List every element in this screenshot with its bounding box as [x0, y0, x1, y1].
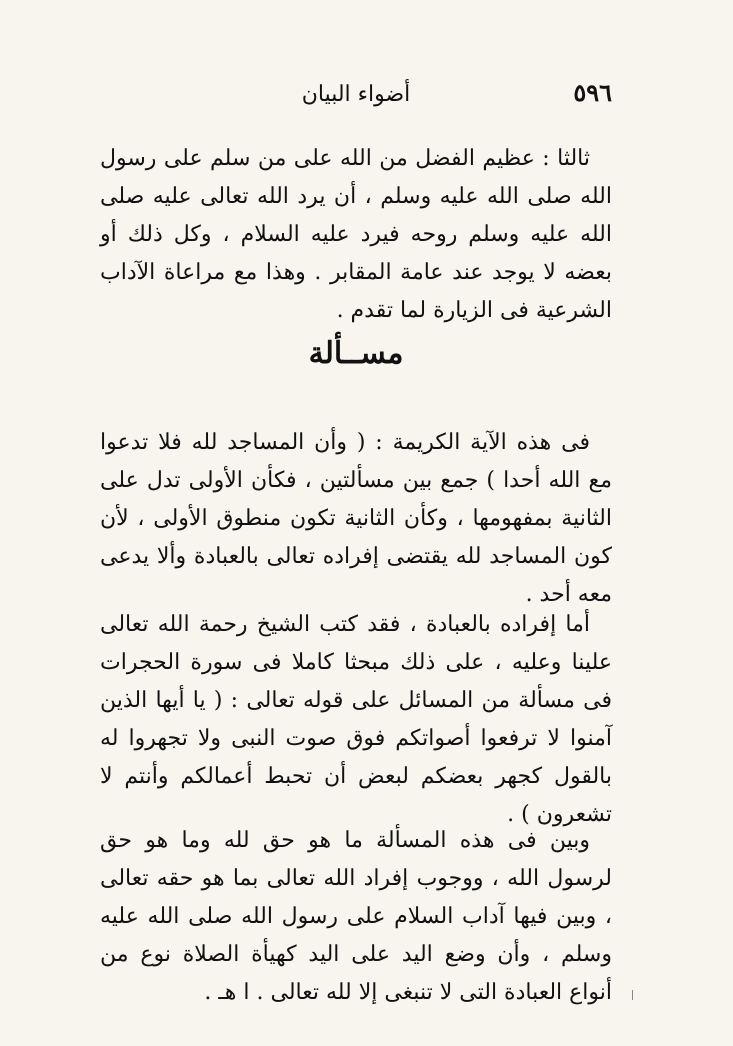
- paragraph-verse-discussion: [100, 424, 612, 614]
- paragraph-third-point: [100, 140, 612, 330]
- page-header: [100, 78, 612, 118]
- paragraph-worship: [100, 606, 612, 834]
- section-heading: مســألة: [308, 336, 404, 371]
- paragraph-text: أما إفراده بالعبادة ، فقد كتب الشيخ رحمة الله تعالى علينا وعليه ، على ذلك مبحثا كاملا فى سورة الحجرات فى مسألة من المسائل على قوله تعالى : ( يا أيها الذين آمنوا لا ترفعوا أصواتكم فوق صوت النبى ولا تجهروا له بالقول كجهر بعضكم لبعض أن تحبط أعمالكم وأنتم لا تشعرون ) .: [100, 612, 612, 827]
- page-number: ٥٩٦: [573, 78, 612, 107]
- print-mark: [632, 990, 633, 1000]
- paragraph-text: فى هذه الآية الكريمة : ( وأن المساجد لله فلا تدعوا مع الله أحدا ) جمع بين مسألتين ، فكأن الأولى تدل على الثانية بمفهومها ، وكأن الثانية تكون منطوق الأولى ، لأن كون المساجد لله يقتضى إفراده تعالى بالعبادة وألا يدعى معه أحد .: [100, 430, 612, 607]
- paragraph-explanation: [100, 822, 612, 1012]
- running-title: أضواء البيان: [301, 82, 411, 107]
- paragraph-text: وبين فى هذه المسألة ما هو حق لله وما هو حق لرسول الله ، ووجوب إفراد الله تعالى بما هو حقه تعالى ، وبين فيها آداب السلام على رسول الله صلى الله عليه وسلم ، وأن وضع اليد على اليد كهيأة الصلاة نوع من أنواع العبادة التى لا تنبغى إلا لله تعالى . ا هـ .: [100, 828, 612, 1005]
- paragraph-text: ثالثا : عظيم الفضل من الله على من سلم على رسول الله صلى الله عليه وسلم ، أن يرد الله تعالى عليه صلى الله عليه وسلم روحه فيرد عليه السلام ، وكل ذلك أو بعضه لا يوجد عند عامة المقابر . وهذا مع مراعاة الآداب الشرعية فى الزيارة لما تقدم .: [100, 146, 612, 323]
